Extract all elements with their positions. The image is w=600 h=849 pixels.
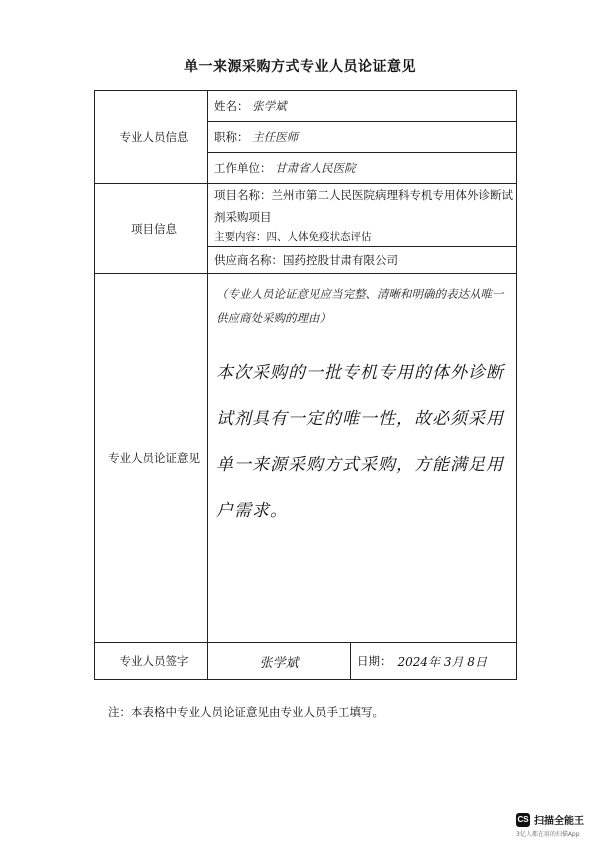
date-value: 2024年 3月 8日 xyxy=(397,654,487,669)
signature-value: 张学斌 xyxy=(259,655,299,671)
section-label-project: 项目信息 xyxy=(95,184,208,274)
supplier-label: 供应商名称： xyxy=(214,253,283,267)
employer-value: 甘肃省人民医院 xyxy=(275,161,356,175)
section-label-personnel: 专业人员信息 xyxy=(95,91,208,184)
project-name-value: 兰州市第二人民医院病理科专机专用体外诊断试剂采购项目 xyxy=(214,188,513,224)
scanner-watermark xyxy=(516,812,584,827)
date-label: 日期： xyxy=(357,654,392,668)
main-content-label: 主要内容： xyxy=(214,231,267,243)
document-title: 单一来源采购方式专业人员论证意见 xyxy=(184,59,416,75)
project-name-row xyxy=(208,184,517,247)
name-label: 姓名： xyxy=(214,99,249,113)
supplier-value: 国药控股甘肃有限公司 xyxy=(283,253,398,267)
employer-row xyxy=(208,153,517,184)
name-value: 张学斌 xyxy=(252,99,287,113)
opinion-cell xyxy=(208,274,517,643)
main-content-value: 四、人体免疫状态评估 xyxy=(266,231,372,243)
camscanner-logo-icon: CS xyxy=(516,813,530,827)
title-label: 职称： xyxy=(214,130,249,144)
footnote: 注：本表格中专业人员论证意见由专业人员手工填写。 xyxy=(108,705,384,719)
opinion-hint: （专业人员论证意见应当完整、清晰和明确的表达从唯一供应商处采购的理由） xyxy=(216,287,504,325)
signature-row xyxy=(208,643,517,680)
project-name-label: 项目名称： xyxy=(214,188,272,202)
name-row xyxy=(208,91,517,122)
watermark-subtitle: 3亿人都在用的扫描App xyxy=(516,831,580,838)
opinion-text: 本次采购的一批专机专用的体外诊断试剂具有一定的唯一性，故必须采用单一来源采购方式采购，方能满足用户需求。 xyxy=(216,363,504,521)
evaluation-form-table xyxy=(94,90,517,680)
watermark-app-name: 扫描全能王 xyxy=(534,816,584,827)
section-label-opinion: 专业人员论证意见 xyxy=(95,274,208,643)
section-label-signature: 专业人员签字 xyxy=(95,643,208,680)
title-value: 主任医师 xyxy=(252,130,299,144)
employer-label: 工作单位： xyxy=(214,161,272,175)
supplier-row xyxy=(208,247,517,274)
title-row xyxy=(208,122,517,153)
